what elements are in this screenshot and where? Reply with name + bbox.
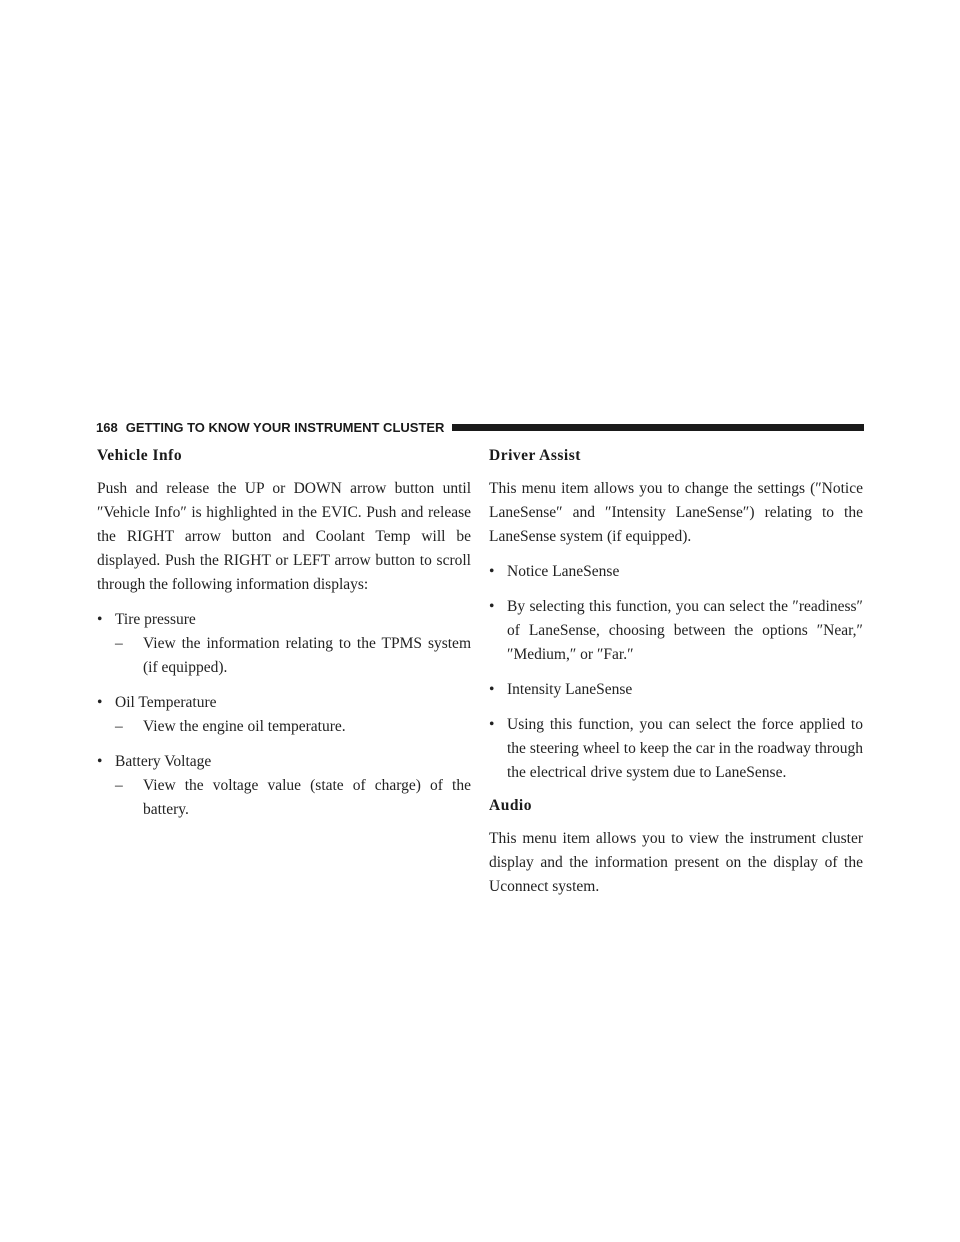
bullet-icon: •	[97, 611, 103, 628]
list-item-force	[489, 713, 863, 785]
bullet-icon: •	[97, 694, 103, 711]
list-item-readiness	[489, 595, 863, 667]
list-item-text: Notice LaneSense	[507, 563, 620, 580]
list-item-label: Tire pressure	[115, 611, 196, 628]
vehicle-info-intro: Push and release the UP or DOWN arrow button until ″Vehicle Info″ is highlighted in the EVIC. Push and release the RIGHT arrow button and Coolant Temp will be displayed. Push the RIGHT or LEFT arrow button to scroll through the following information displays:	[97, 480, 471, 593]
chapter-title: GETTING TO KNOW YOUR INSTRUMENT CLUSTER	[125, 419, 445, 435]
list-item-label: Oil Temperature	[115, 694, 217, 711]
list-item-battery-voltage	[97, 750, 471, 774]
bullet-icon: •	[489, 681, 495, 698]
driver-assist-heading: Driver Assist	[489, 447, 581, 464]
page-number: 168	[96, 419, 118, 435]
bullet-icon: •	[489, 563, 495, 580]
list-item-oil-temperature	[97, 691, 471, 715]
sub-item-oil-temperature	[97, 715, 471, 739]
list-item-tire-pressure	[97, 608, 471, 632]
list-item-intensity-lanesense	[489, 678, 863, 702]
driver-assist-intro: This menu item allows you to change the settings (″Notice LaneSense″ and ″Intensity LaneSense″) relating to the LaneSense system (if equipped).	[489, 480, 863, 545]
header-rule	[452, 424, 864, 431]
dash-icon: –	[115, 718, 123, 735]
dash-icon: –	[115, 635, 123, 652]
page-header	[96, 418, 864, 436]
list-item-label: Battery Voltage	[115, 753, 212, 770]
sub-item-tire-pressure	[97, 632, 471, 680]
list-item-text: Using this function, you can select the force applied to the steering wheel to keep the car in the roadway through the electrical drive system due to LaneSense.	[507, 716, 863, 781]
audio-body: This menu item allows you to view the instrument cluster display and the information present on the display of the Uconnect system.	[489, 830, 863, 895]
sub-item-text: View the voltage value (state of charge) of the battery.	[143, 777, 471, 818]
dash-icon: –	[115, 777, 123, 794]
sub-item-text: View the information relating to the TPMS system (if equipped).	[143, 635, 471, 676]
right-column	[489, 444, 863, 899]
sub-item-text: View the engine oil temperature.	[143, 718, 346, 735]
bullet-icon: •	[97, 753, 103, 770]
left-column	[97, 444, 471, 822]
list-item-notice-lanesense	[489, 560, 863, 584]
sub-item-battery-voltage	[97, 774, 471, 822]
vehicle-info-heading: Vehicle Info	[97, 447, 183, 464]
list-item-text: Intensity LaneSense	[507, 681, 633, 698]
list-item-text: By selecting this function, you can select the ″readiness″ of LaneSense, choosing between the options ″Near,″ ″Medium,″ or ″Far.″	[507, 598, 863, 663]
bullet-icon: •	[489, 716, 495, 733]
bullet-icon: •	[489, 598, 495, 615]
audio-heading: Audio	[489, 797, 532, 814]
